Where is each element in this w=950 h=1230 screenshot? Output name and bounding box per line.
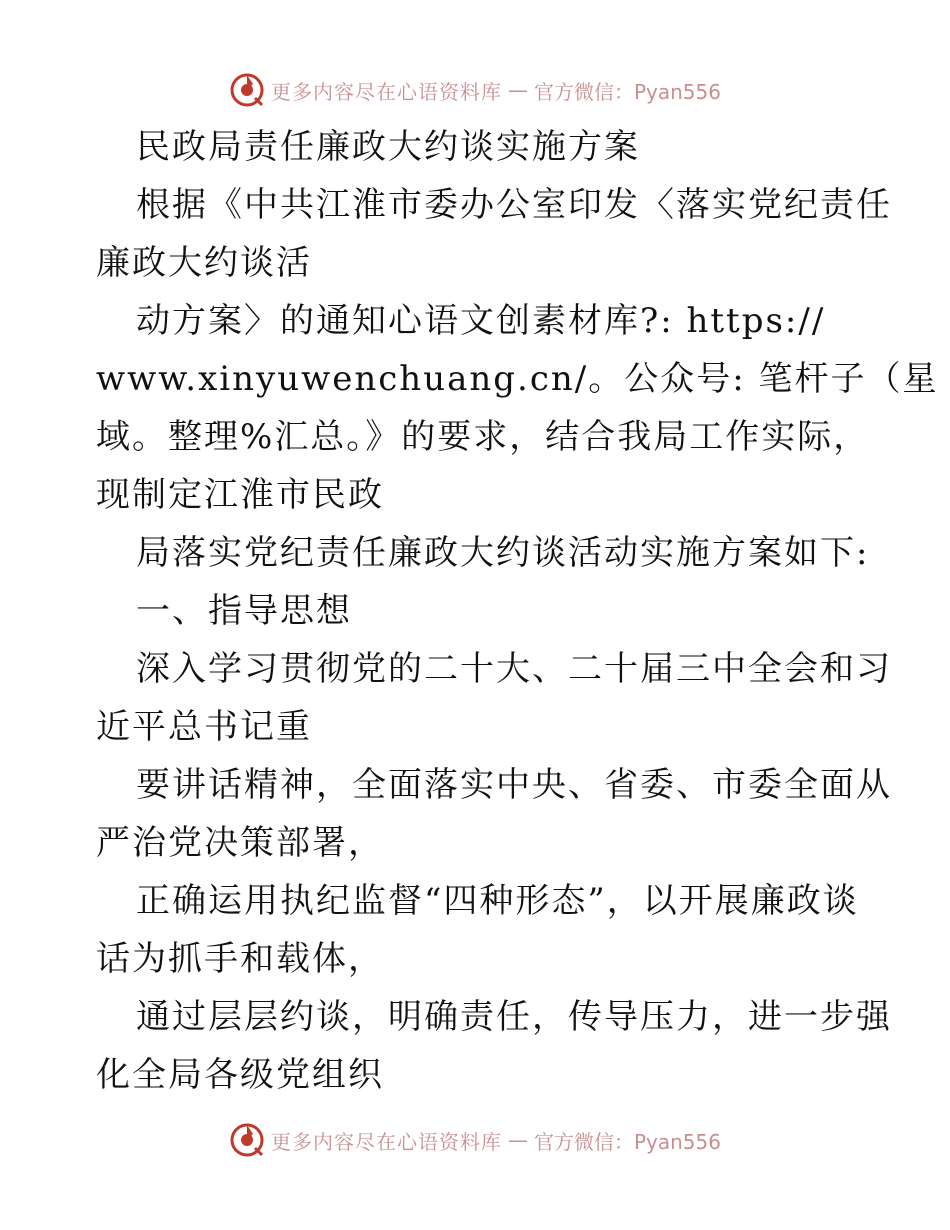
paragraph-line: 域。整理%汇总。》的要求，结合我局工作实际， <box>96 417 870 457</box>
header-banner-dash: — <box>507 78 528 102</box>
footer-banner <box>0 1120 950 1160</box>
paragraph-line: 近平总书记重 <box>96 707 312 747</box>
document-title: 民政局责任廉政大约谈实施方案 <box>136 127 640 167</box>
paragraph-line: 根据《中共江淮市委办公室印发〈落实党纪责任 <box>136 185 892 225</box>
footer-banner-wechat: 官方微信：Pyan556 <box>533 1129 721 1154</box>
paragraph-line: 现制定江淮市民政 <box>96 475 384 515</box>
paragraph-line: 化全局各级党组织 <box>96 1055 384 1095</box>
paragraph-line: 廉政大约谈活 <box>96 243 312 283</box>
paragraph-line: 局落实党纪责任廉政大约谈活动实施方案如下: <box>136 533 870 573</box>
document-body <box>96 118 939 1104</box>
header-banner-text: 更多内容尽在心语资料库 <box>270 79 502 104</box>
footer-banner-text: 更多内容尽在心语资料库 <box>270 1129 502 1154</box>
paragraph-line: www.xinyuwenchuang.cn/。公众号: 笔杆子（星 <box>96 359 939 399</box>
header-banner <box>0 70 950 110</box>
logo-icon <box>229 1122 265 1158</box>
paragraph-line: 严治党决策部署， <box>96 823 384 863</box>
footer-banner-dash: — <box>507 1128 528 1152</box>
paragraph-line: 通过层层约谈，明确责任，传导压力，进一步强 <box>136 997 892 1037</box>
paragraph-line: 动方案〉的通知心语文创素材库?: https:// <box>136 301 826 341</box>
header-banner-wechat: 官方微信：Pyan556 <box>533 79 721 104</box>
paragraph-line: 深入学习贯彻党的二十大、二十届三中全会和习 <box>136 649 892 689</box>
section-heading: 一、指导思想 <box>136 591 352 631</box>
paragraph-line: 要讲话精神，全面落实中央、省委、市委全面从 <box>136 765 892 805</box>
paragraph-line: 话为抓手和载体， <box>96 939 384 979</box>
paragraph-line: 正确运用执纪监督“四种形态”，以开展廉政谈 <box>136 881 859 921</box>
logo-icon <box>229 72 265 108</box>
